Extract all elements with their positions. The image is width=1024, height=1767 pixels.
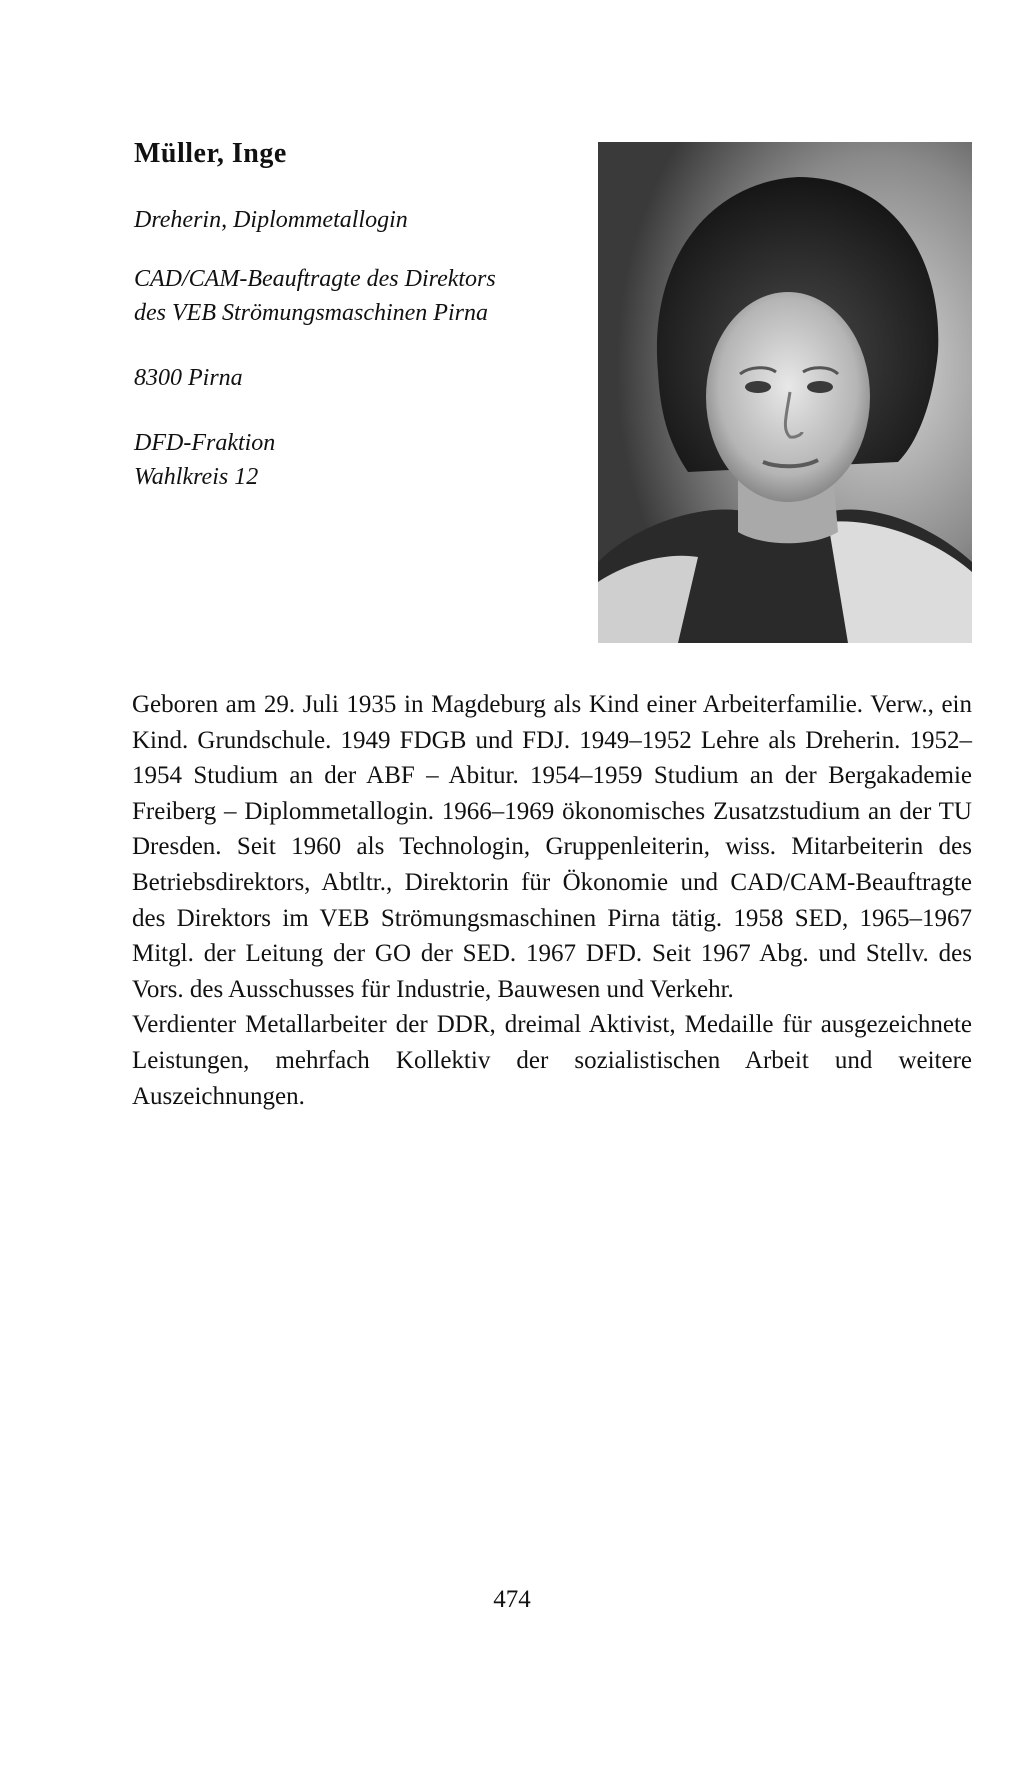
page-number: 474 <box>493 1586 531 1613</box>
constituency: Wahlkreis 12 <box>134 464 259 490</box>
faction-block <box>134 426 275 494</box>
address <box>134 361 243 395</box>
position <box>134 262 496 330</box>
portrait-photo <box>598 142 972 643</box>
biography-paragraph-2: Verdienter Metallarbeiter der DDR, dreimal Aktivist, Medaille für ausgezeichnete Leistungen, mehrfach Kollektiv der sozialistischen Arbeit und weitere Auszeichnungen. <box>132 1011 972 1110</box>
position-line-1: CAD/CAM-Beauftragte des Direktors <box>134 266 496 292</box>
faction: DFD-Fraktion <box>134 430 276 456</box>
address-text: 8300 Pirna <box>134 365 243 391</box>
biography-paragraph-1: Geboren am 29. Juli 1935 in Magdeburg als Kind einer Arbeiterfamilie. Verw., ein Kind. Grundschule. 1949 FDGB und FDJ. 1949–1952 Lehre als Dreherin. 1952–1954 Studium an der ABF – Abitur. 1954–1959 Studium an der Bergakademie Freiberg – Diplommetallogin. 1966–1969 ökonomisches Zusatzstudium an der TU Dresden. Seit 1960 als Technologin, Gruppenleiterin, wiss. Mitarbeiterin des Betriebsdirektors, Abtltr., Direktorin für Ökonomie und CAD/CAM-Beauftragte des Direktors im VEB Strömungsmaschinen Pirna tätig. 1958 SED, 1965–1967 Mitgl. der Leitung der GO der SED. 1967 DFD. Seit 1967 Abg. und Stellv. des Vors. des Ausschusses für Industrie, Bauwesen und Verkehr. <box>132 691 972 1003</box>
biography <box>132 687 972 1114</box>
position-line-2: des VEB Strömungsmaschinen Pirna <box>134 300 488 326</box>
occupation-text: Dreherin, Diplommetallogin <box>134 207 408 233</box>
entry-name: Müller, Inge <box>134 138 287 169</box>
portrait-illustration <box>598 142 972 643</box>
occupation <box>134 203 408 237</box>
